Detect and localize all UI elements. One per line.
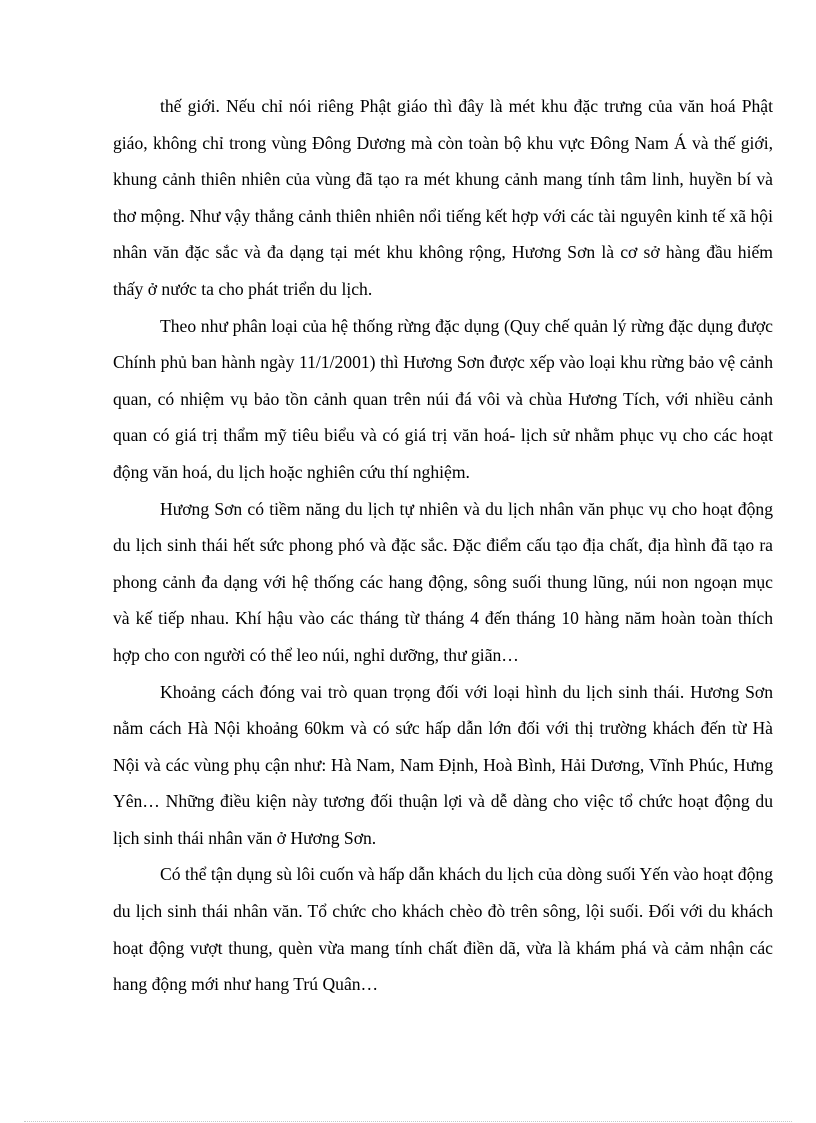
paragraph-5: Có thể tận dụng sù lôi cuốn và hấp dẫn khách du lịch của dòng suối Yến vào hoạt động du lịch sinh thái nhân văn. Tổ chức cho khách chèo đò trên sông, lội suối. Đối với du khách hoạt động vượt thung, quèn vừa mang tính chất điền dã, vừa là khám phá và cảm nhận các hang động mới như hang Trú Quân… [113,864,773,995]
paragraph-1: thế giới. Nếu chỉ nói riêng Phật giáo thì đây là mét khu đặc trưng của văn hoá Phật giáo, không chỉ trong vùng Đông Dương mà còn toàn bộ khu vực Đông Nam Á và thế giới, khung cảnh thiên nhiên của vùng đã tạo ra mét khung cảnh mang tính tâm linh, huyền bí và thơ mộng. Như vậy thắng cảnh thiên nhiên nổi tiếng kết hợp với các tài nguyên kinh tế xã hội nhân văn đặc sắc và đa dạng tại mét khu không rộng, Hương Sơn là cơ sở hàng đầu hiếm thấy ở nước ta cho phát triển du lịch. [113,96,773,299]
paragraph-3: Hương Sơn có tiềm năng du lịch tự nhiên và du lịch nhân văn phục vụ cho hoạt động du lịch sinh thái hết sức phong phó và đặc sắc. Đặc điểm cấu tạo địa chất, địa hình đã tạo ra phong cảnh đa dạng với hệ thống các hang động, sông suối thung lũng, núi non ngoạn mục và kế tiếp nhau. Khí hậu vào các tháng từ tháng 4 đến tháng 10 hàng năm hoàn toàn thích hợp cho con người có thể leo núi, nghỉ dưỡng, thư giãn… [113,498,773,665]
paragraph-2: Theo như phân loại của hệ thống rừng đặc dụng (Quy chế quản lý rừng đặc dụng được Chính phủ ban hành ngày 11/1/2001) thì Hương Sơn được xếp vào loại khu rừng bảo vệ cảnh quan, có nhiệm vụ bảo tồn cảnh quan trên núi đá vôi và chùa Hương Tích, với nhiều cảnh quan có giá trị thẩm mỹ tiêu biểu và có giá trị văn hoá- lịch sử nhằm phục vụ cho các hoạt động văn hoá, du lịch hoặc nghiên cứu thí nghiệm. [113,315,773,482]
page-bottom-divider [24,1121,792,1122]
paragraph-4: Khoảng cách đóng vai trò quan trọng đối với loại hình du lịch sinh thái. Hương Sơn nằm cách Hà Nội khoảng 60km và có sức hấp dẫn lớn đối với thị trường khách đến từ Hà Nội và các vùng phụ cận như: Hà Nam, Nam Định, Hoà Bình, Hải Dương, Vĩnh Phúc, Hưng Yên… Những điều kiện này tương đối thuận lợi và dễ dàng cho việc tổ chức hoạt động du lịch sinh thái nhân văn ở Hương Sơn. [113,681,773,848]
body-text [113,88,773,1003]
